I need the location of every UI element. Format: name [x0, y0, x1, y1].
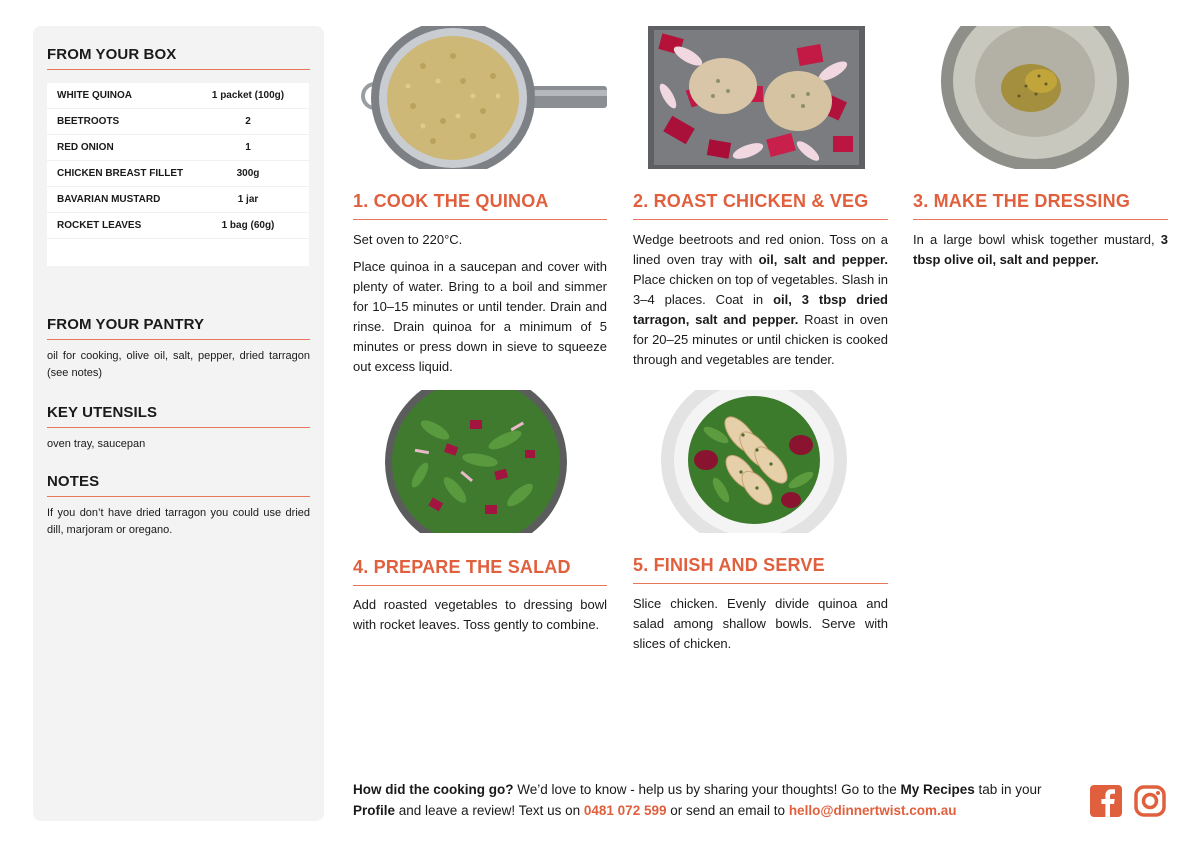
utensils-heading: KEY UTENSILS [47, 404, 310, 428]
step-2-text [633, 230, 888, 377]
roast-tray-image [648, 26, 865, 169]
step-paragraph: Place quinoa in a saucepan and cover with plenty of water. Bring to a boil and simmer for 10–15 minutes or until tender. Drain and rinse. Drain quinoa for a minimum of 5 minutes or press down in sieve to squeeze out excess liquid. [353, 259, 607, 374]
feedback-footer: How did the cooking go? We’d love to know - help us by sharing your thoughts! Go to the My Recipes tab in your Profile and leave a review! Text us on 0481 072 599 or send an email to hello@dinnertwist.com.au [353, 782, 1042, 818]
table-row [47, 187, 309, 213]
table-row [47, 213, 309, 239]
ingredient-name: BAVARIAN MUSTARD [57, 194, 161, 205]
utensils-section [47, 404, 310, 453]
ingredient-name: BEETROOTS [57, 116, 120, 127]
step-paragraph: Set oven to 220°C. [353, 232, 463, 247]
ingredient-qty: 1 [245, 142, 251, 153]
ingredients-sidebar [33, 26, 324, 821]
table-row [47, 83, 309, 109]
table-row [47, 135, 309, 161]
step-1-text [353, 230, 607, 384]
ingredient-qty: 1 bag (60g) [221, 220, 275, 231]
step-4-text [353, 595, 607, 642]
ingredients-table [47, 83, 309, 266]
notes-heading: NOTES [47, 473, 310, 497]
contact-link[interactable]: 0481 072 599 [583, 803, 667, 818]
step-4-title: 4. PREPARE THE SALAD [353, 557, 607, 586]
dressing-bowl-image [941, 26, 1129, 169]
quinoa-sieve-image [353, 26, 607, 169]
notes-section [47, 473, 310, 539]
step-3-text [913, 230, 1168, 277]
step-paragraph: Wedge beetroots and red onion. Toss on a lined oven tray with oil, salt and pepper. Place chicken on top of vegetables. Slash in 3–4 places. Coat in oil, 3 tbsp dried tarragon, salt and pepper. Roast in oven for 20–25 minutes or until chicken is cooked through and vegetables are tender. [633, 232, 888, 367]
ingredient-name: ROCKET LEAVES [57, 220, 142, 231]
step-paragraph: Add roasted vegetables to dressing bowl with rocket leaves. Toss gently to combine. [353, 597, 607, 632]
table-row [47, 161, 309, 187]
ingredient-name: RED ONION [57, 142, 114, 153]
contact-link[interactable]: hello@dinnertwist.com.au [788, 803, 957, 818]
step-2-title: 2. ROAST CHICKEN & VEG [633, 191, 888, 220]
pantry-text: oil for cooking, olive oil, salt, pepper, dried tarragon (see notes) [47, 350, 310, 379]
step-paragraph: In a large bowl whisk together mustard, 3 tbsp olive oil, salt and pepper. [913, 232, 1168, 267]
facebook-icon[interactable] [1090, 785, 1122, 817]
utensils-text: oven tray, saucepan [47, 438, 146, 450]
ingredient-name: WHITE QUINOA [57, 90, 132, 101]
pantry-section [47, 316, 310, 382]
ingredient-qty: 2 [245, 116, 251, 127]
step-5-text [633, 594, 888, 661]
step-paragraph: Slice chicken. Evenly divide quinoa and salad among shallow bowls. Serve with slices of chicken. [633, 596, 888, 651]
ingredient-name: CHICKEN BREAST FILLET [57, 168, 184, 179]
ingredient-qty: 1 packet (100g) [211, 90, 285, 101]
finished-dish-image [661, 390, 847, 533]
table-row [47, 109, 309, 135]
notes-text: If you don’t have dried tarragon you could use dried dill, marjoram or oregano. [47, 507, 310, 536]
step-1-title: 1. COOK THE QUINOA [353, 191, 607, 220]
pantry-heading: FROM YOUR PANTRY [47, 316, 310, 340]
salad-bowl-image [385, 390, 567, 533]
ingredient-qty: 1 jar [237, 194, 259, 205]
from-your-box-heading: FROM YOUR BOX [47, 46, 310, 70]
ingredient-qty: 300g [236, 168, 260, 179]
step-5-title: 5. FINISH AND SERVE [633, 555, 888, 584]
step-3-title: 3. MAKE THE DRESSING [913, 191, 1168, 220]
instagram-icon[interactable] [1134, 785, 1166, 817]
